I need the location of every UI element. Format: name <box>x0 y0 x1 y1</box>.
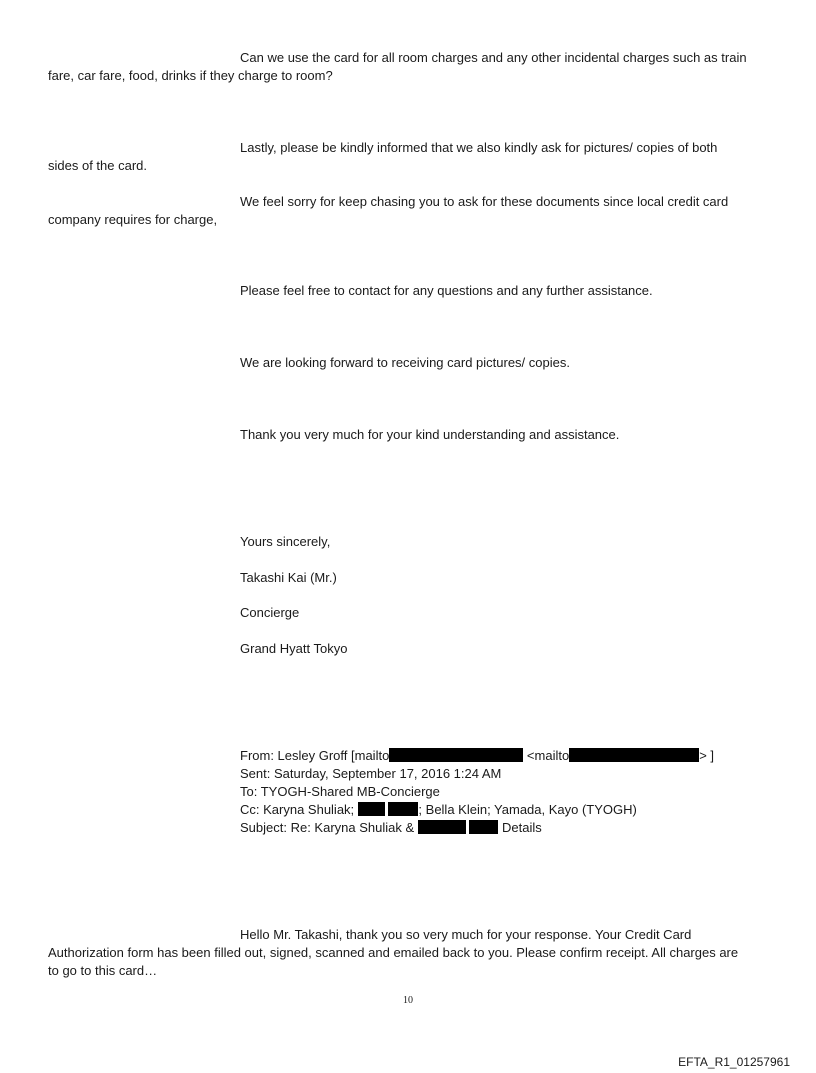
email-to-line: To: TYOGH-Shared MB-Concierge <box>240 784 440 799</box>
bates-number: EFTA_R1_01257961 <box>678 1055 790 1069</box>
email-subject-suffix: Details <box>502 820 542 835</box>
para7-line2: Authorization form has been filled out, signed, scanned and emailed back to you. Please confirm receipt. All charges are <box>48 945 739 960</box>
email-cc-suffix: ; Bella Klein; Yamada, Kayo (TYOGH) <box>418 802 637 817</box>
page-number: 10 <box>403 995 413 1006</box>
para7-line3: to go to this card… <box>48 963 158 978</box>
para1-line1: Can we use the card for all room charges and any other incidental charges such as train <box>240 50 747 65</box>
para1-line2: fare, car fare, food, drinks if they charge to room? <box>48 68 333 83</box>
para7-line1: Hello Mr. Takashi, thank you so very much for your response. Your Credit Card <box>240 927 692 942</box>
email-from-suffix: > ] <box>699 748 715 763</box>
redaction-block <box>418 820 466 834</box>
para2-line2: sides of the card. <box>48 158 147 173</box>
email-subject-prefix: Subject: Re: Karyna Shuliak & <box>240 820 415 835</box>
para5: We are looking forward to receiving card pictures/ copies. <box>240 355 570 370</box>
signature-name: Takashi Kai (Mr.) <box>240 570 337 585</box>
redaction-block <box>469 820 498 834</box>
para3-line1: We feel sorry for keep chasing you to ask for these documents since local credit card <box>240 194 729 209</box>
para6: Thank you very much for your kind understanding and assistance. <box>240 427 620 442</box>
para2-line1: Lastly, please be kindly informed that we also kindly ask for pictures/ copies of both <box>240 140 718 155</box>
signature-closing: Yours sincerely, <box>240 534 331 549</box>
para4: Please feel free to contact for any questions and any further assistance. <box>240 283 653 298</box>
redaction-block <box>388 802 418 816</box>
email-from-line <box>240 747 714 765</box>
redaction-block <box>569 748 699 762</box>
redaction-block <box>389 748 523 762</box>
redaction-block <box>358 802 385 816</box>
email-cc-prefix: Cc: Karyna Shuliak; <box>240 802 355 817</box>
email-from-prefix: From: Lesley Groff [mailto <box>240 748 390 763</box>
para3-line2: company requires for charge, <box>48 212 218 227</box>
signature-company: Grand Hyatt Tokyo <box>240 641 348 656</box>
email-sent-line: Sent: Saturday, September 17, 2016 1:24 AM <box>240 766 502 781</box>
email-subject-line <box>240 819 542 837</box>
signature-title: Concierge <box>240 605 300 620</box>
email-from-mid: <mailto <box>523 748 570 763</box>
email-cc-line <box>240 801 637 819</box>
